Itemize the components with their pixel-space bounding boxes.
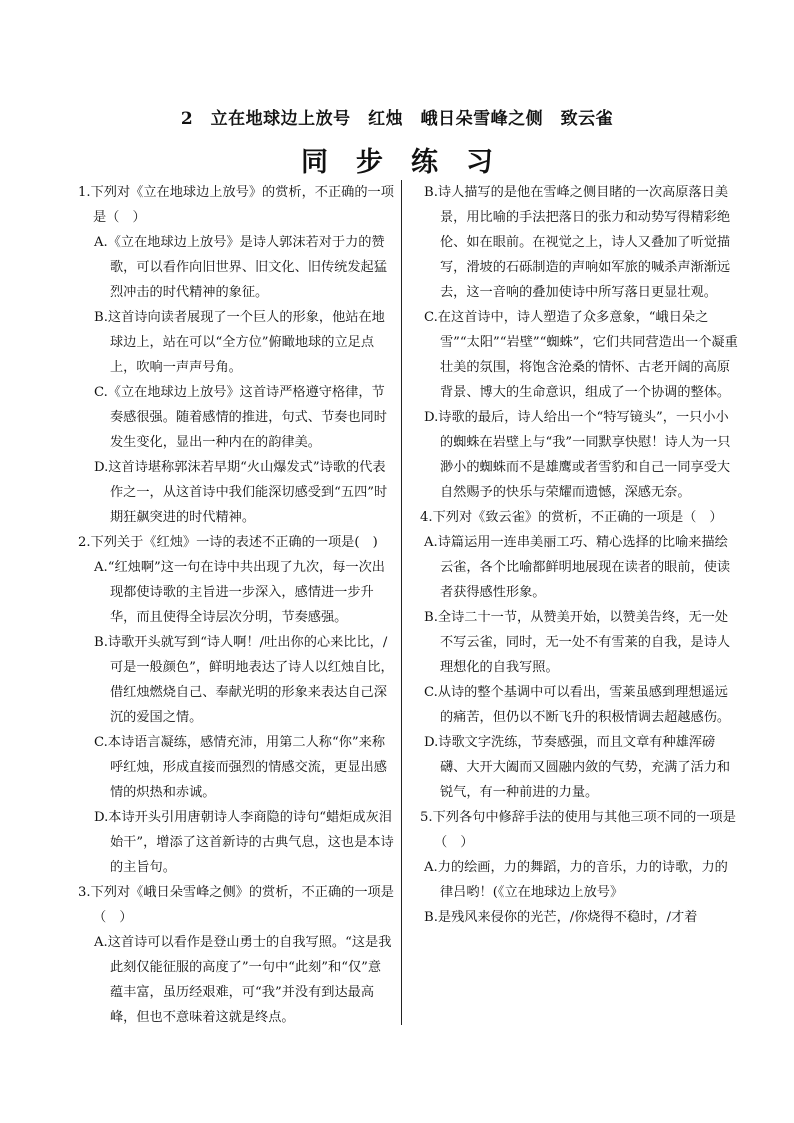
question-stem: 5.下列各句中修辞手法的使用与其他三项不同的一项是（ ） <box>420 810 736 850</box>
question-stem: 4.下列对《致云雀》的赏析，不正确的一项是（ ） <box>420 510 723 525</box>
right-column <box>420 180 738 930</box>
answer-option: A.力的绘画，力的舞蹈，力的音乐，力的诗歌，力的律吕哟！(《立在地球边上放号》 <box>424 860 728 900</box>
answer-option: B.是残风来侵你的光芒，/你烧得不稳时，/才着 <box>424 910 698 925</box>
question-stem: 1.下列对《立在地球边上放号》的赏析，不正确的一项是（ ） <box>78 185 394 225</box>
answer-option: A.《立在地球边上放号》是诗人郭沫若对于力的赞歌，可以看作向旧世界、旧文化、旧传统发起猛烈冲击的时代精神的象征。 <box>94 235 387 300</box>
answer-option: B.全诗二十一节，从赞美开始，以赞美告终，无一处不写云雀，同时，无一处不有雪莱的自我，是诗人理想化的自我写照。 <box>424 610 731 675</box>
answer-option: D.诗歌文字洗练，节奏感强，而且文章有种雄浑磅礴、大开大阖而又圆融内敛的气势，充满了活力和锐气，有一种前进的力量。 <box>424 735 731 800</box>
column-divider <box>401 180 402 1025</box>
page-title: 2 立在地球边上放号 红烛 峨日朵雪峰之侧 致云雀 <box>180 109 614 129</box>
answer-option: C.本诗语言凝练，感情充沛，用第二人称“你”来称呼红烛，形成直接而强烈的情感交流，更显出感情的炽热和赤诚。 <box>94 735 387 800</box>
answer-option: D.这首诗堪称郭沫若早期“火山爆发式”诗歌的代表作之一，从这首诗中我们能深切感受到“五四”时期狂飙突进的时代精神。 <box>94 460 388 525</box>
answer-option: D.本诗开头引用唐朝诗人李商隐的诗句“蜡炬成灰泪始干”，增添了这首新诗的古典气息，这也是本诗的主旨句。 <box>94 810 394 875</box>
question-stem: 3.下列对《峨日朵雪峰之侧》的赏析，不正确的一项是（ ） <box>78 885 394 925</box>
left-column <box>78 180 394 1030</box>
answer-option: C.在这首诗中，诗人塑造了众多意象，“峨日朵之雪”“太阳”“岩壁”“蜘蛛”，它们共同营造出一个凝重壮美的氛围，将饱含沧桑的情怀、古老开阔的高原背景、博大的生命意识，组成了一个协调的整体。 <box>424 310 738 400</box>
question-stem: 2.下列关于《红烛》一诗的表述不正确的一项是( ) <box>78 535 378 550</box>
answer-option: B.诗歌开头就写到“诗人啊！/吐出你的心来比比，/可是一般颜色”，鲜明地表达了诗人以红烛自比，借红烛燃烧自己、奉献光明的形象来表达自己深沉的爱国之情。 <box>94 635 394 725</box>
answer-option: C.《立在地球边上放号》这首诗严格遵守格律，节奏感很强。随着感情的推进，句式、节奏也同时发生变化，显出一种内在的韵律美。 <box>94 385 387 450</box>
answer-option: A.“红烛啊”这一句在诗中共出现了九次，每一次出现都使诗歌的主旨进一步深入，感情进一步升华，而且使得全诗层次分明，节奏感强。 <box>94 560 385 625</box>
page-subtitle: 同步练习 <box>301 147 521 178</box>
answer-option: A.诗篇运用一连串美丽工巧、精心选择的比喻来描绘云雀，各个比喻都鲜明地展现在读者的眼前，使读者获得感性形象。 <box>424 535 731 600</box>
answer-option: C.从诗的整个基调中可以看出，雪莱虽感到理想遥远的痛苦，但仍以不断飞升的积极情调去超越感伤。 <box>424 685 731 725</box>
answer-option: A.这首诗可以看作是登山勇士的自我写照。“这是我此刻仅能征服的高度了”一句中“此刻”和“仅”意蕴丰富，虽历经艰难，可“我”并没有到达最高峰，但也不意味着这就是终点。 <box>94 935 392 1025</box>
answer-option: B.这首诗向读者展现了一个巨人的形象，他站在地球边上，站在可以“全方位”俯瞰地球的立足点上，吹响一声声号角。 <box>94 310 385 375</box>
answer-option: B.诗人描写的是他在雪峰之侧目睹的一次高原落日美景，用比喻的手法把落日的张力和动势写得精彩绝伦、如在眼前。在视觉之上，诗人又叠加了听觉描写，滑坡的石砾制造的声响如军旅的喊杀声渐渐远去，这一音响的叠加使诗中所写落日更显壮观。 <box>424 185 731 300</box>
answer-option: D.诗歌的最后，诗人给出一个“特写镜头”，一只小小的蜘蛛在岩壁上与“我”一同默享快慰！诗人为一只渺小的蜘蛛而不是雄鹰或者雪豹和自己一同享受大自然赐予的快乐与荣耀而遗憾，深感无奈。 <box>424 410 731 500</box>
